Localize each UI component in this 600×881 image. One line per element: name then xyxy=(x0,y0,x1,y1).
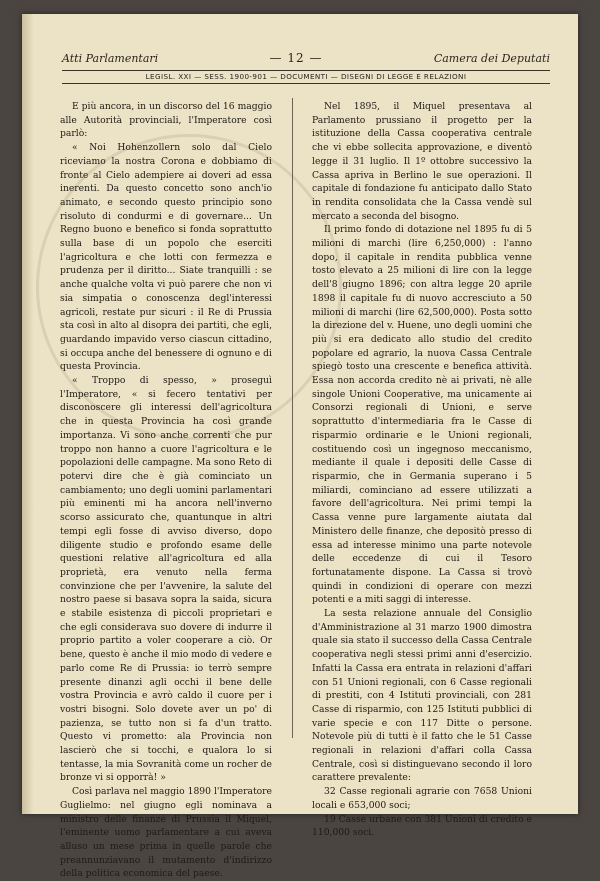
right-column xyxy=(312,100,532,840)
paragraph: E più ancora, in un discorso del 16 maggio alle Autorità provinciali, l'Imperatore così parlò: xyxy=(60,101,272,140)
column-divider xyxy=(292,98,293,738)
page-number: — 12 — xyxy=(269,51,323,65)
page-shadow xyxy=(22,14,34,814)
paragraph: « Noi Hohenzollern solo dal Cielo riceviamo la nostra Corona e dobbiamo di fronte al Cielo adempiere ai doveri ad essa inerenti. Da questo concetto sono anch'io animato, e secondo questo principio sono risoluto di condurmi e di governare... Un Regno buono e benefico si fonda soprattutto sulla base di un popolo che eserciti l'agricoltura e che lotti con fermezza e prudenza per il diritto... Siate tranquilli : se anche qualche volta vi può parere che non vi sia simpatia o conoscenza degl'interessi agricoli, restate pur sicuri : il Re di Prussia sta così in alto al disopra dei partiti, che egli, guardando impavido verso ciascun cittadino, si occupa anche del benessere di ognuno e di questa Provincia. xyxy=(60,142,272,373)
header-left: Atti Parlamentari xyxy=(62,51,159,65)
legislature-subheader: LEGISL. XXI — SESS. 1900-901 — DOCUMENTI — DISEGNI DI LEGGE E RELAZIONI xyxy=(62,70,550,84)
paragraph: « Troppo di spesso, » proseguì l'Imperatore, « si fecero tentativi per disconoscere gli interessi dell'agricoltura che in questa Provincia ha così grande importanza. Vi sono anche correnti che pur troppo non hanno a cuore l'agricoltura e le popolazioni delle campagne. Ma sono Reto di potervi dire che è già cominciato un cambiamento; uno degli uomini parlamentari più eminenti mi ha ancora nell'inverno scorso assicurato che, quantunque in altri tempi egli fosse di avviso diverso, dopo diligente studio e profondo esame delle questioni relative all'agricoltura ed alla proprietà, era venuto nella ferma convinzione che per l'avvenire, la salute del nostro paese si basava sopra la saida, sicura e stabile esistenza di piccoli proprietari e che egli considerava suo dovere di indurre il proprio partito a voler cooperare a ciò. Or bene, questo è anche il mio modo di vedere e parlo come Re di Prussia: io terrò sempre presente dinanzi agli occhi il bene delle vostra Provincia e avrò caldo il cuore per i vostri bisogni. Solo dovete aver un po' di pazienza, se tutto non si fa d'un tratto. Questo vi prometto: ala Provincia non lascierò che si tocchi, e qualora lo si tentasse, la mia Sovranità come un rocher de bronze vi si opporrà! » xyxy=(60,375,272,784)
paragraph: 19 Casse urbane con 381 Unioni di credito e 110,000 soci. xyxy=(312,813,532,839)
paragraph: La sesta relazione annuale del Consiglio d'Amministrazione al 31 marzo 1900 dimostra quale sia stato il successo della Cassa Centrale cooperativa negli stessi primi anni d'esercizio. Infatti la Cassa era entrata in relazioni d'affari con 51 Unioni regionali, con 6 Casse regionali di prestiti, con 4 Istituti provinciali, con 281 Casse di risparmio, con 125 Istituti pubblici di varie specie e con 117 Ditte o persone. Notevole più di tutti è il fatto che le 51 Casse regionali in relazioni d'affari colla Cassa Centrale, così si distinguevano secondo il loro carattere prevalente: xyxy=(312,608,532,784)
paragraph: 32 Casse regionali agrarie con 7658 Unioni locali e 653,000 soci; xyxy=(312,786,532,811)
header-right: Camera dei Deputati xyxy=(433,51,550,65)
running-header xyxy=(62,50,550,66)
document-page xyxy=(22,14,578,880)
paragraph: Nel 1895, il Miquel presentava al Parlamento prussiano il progetto per la istituzione della Cassa cooperativa centrale che vi ebbe sollecita approvazione, e diventò legge il 31 luglio. Il 1º ottobre successivo la Cassa apriva in Berlino le sue operazioni. Il capitale di fondazione fu anticipato dallo Stato in rendita consolidata che la Cassa vendè sul mercato a seconda del bisogno. xyxy=(312,101,532,222)
paragraph: Così parlava nel maggio 1890 l'Imperatore Guglielmo: nel giugno egli nominava a ministro delle finanze di Prussia il Miquel, l'eminente uomo parlamentare a cui aveva alluso un mese prima in quelle parole che preannunziavano il mutamento d'indirizzo della politica economica del paese. xyxy=(60,786,272,880)
paragraph: Il primo fondo di dotazione nel 1895 fu di 5 milioni di marchi (lire 6,250,000) : l'anno dopo, il capitale in rendita pubblica venne tosto elevato a 25 milioni di lire con la legge dell'8 giugno 1896; con altra legge 20 aprile 1898 il capitale fu di nuovo accresciuto a 50 milioni di marchi (lire 62,500,000). Posta sotto la direzione del v. Huene, uno degli uomini che più si era dedicato allo studio del credito popolare ed agrario, la nuova Cassa Centrale spiegò tosto una crescente e benefica attività. Essa non accorda credito nè ai privati, nè alle singole Unioni Cooperative, ma unicamente ai Consorzi regionali di Unioni, e serve soprattutto d'intermediaria fra le Casse di risparmio ordinarie e le Unioni regionali, costituendo così un ingegnoso meccanismo, mediante il quale i depositi delle Casse di risparmio, che in Germania superano i 5 miliardi, cominciano ad essere utilizzati a favore dell'agricoltura. Nei primi tempi la Cassa venne pure largamente aiutata dal Ministero delle finanze, che depositò presso di essa ad interesse minimo una parte notevole delle eccedenze di cui il Tesoro fortunatamente dispone. La Cassa si trovò quindi in condizioni di operare con mezzi potenti e a miti saggi di interesse. xyxy=(312,224,532,606)
left-column xyxy=(60,100,272,881)
